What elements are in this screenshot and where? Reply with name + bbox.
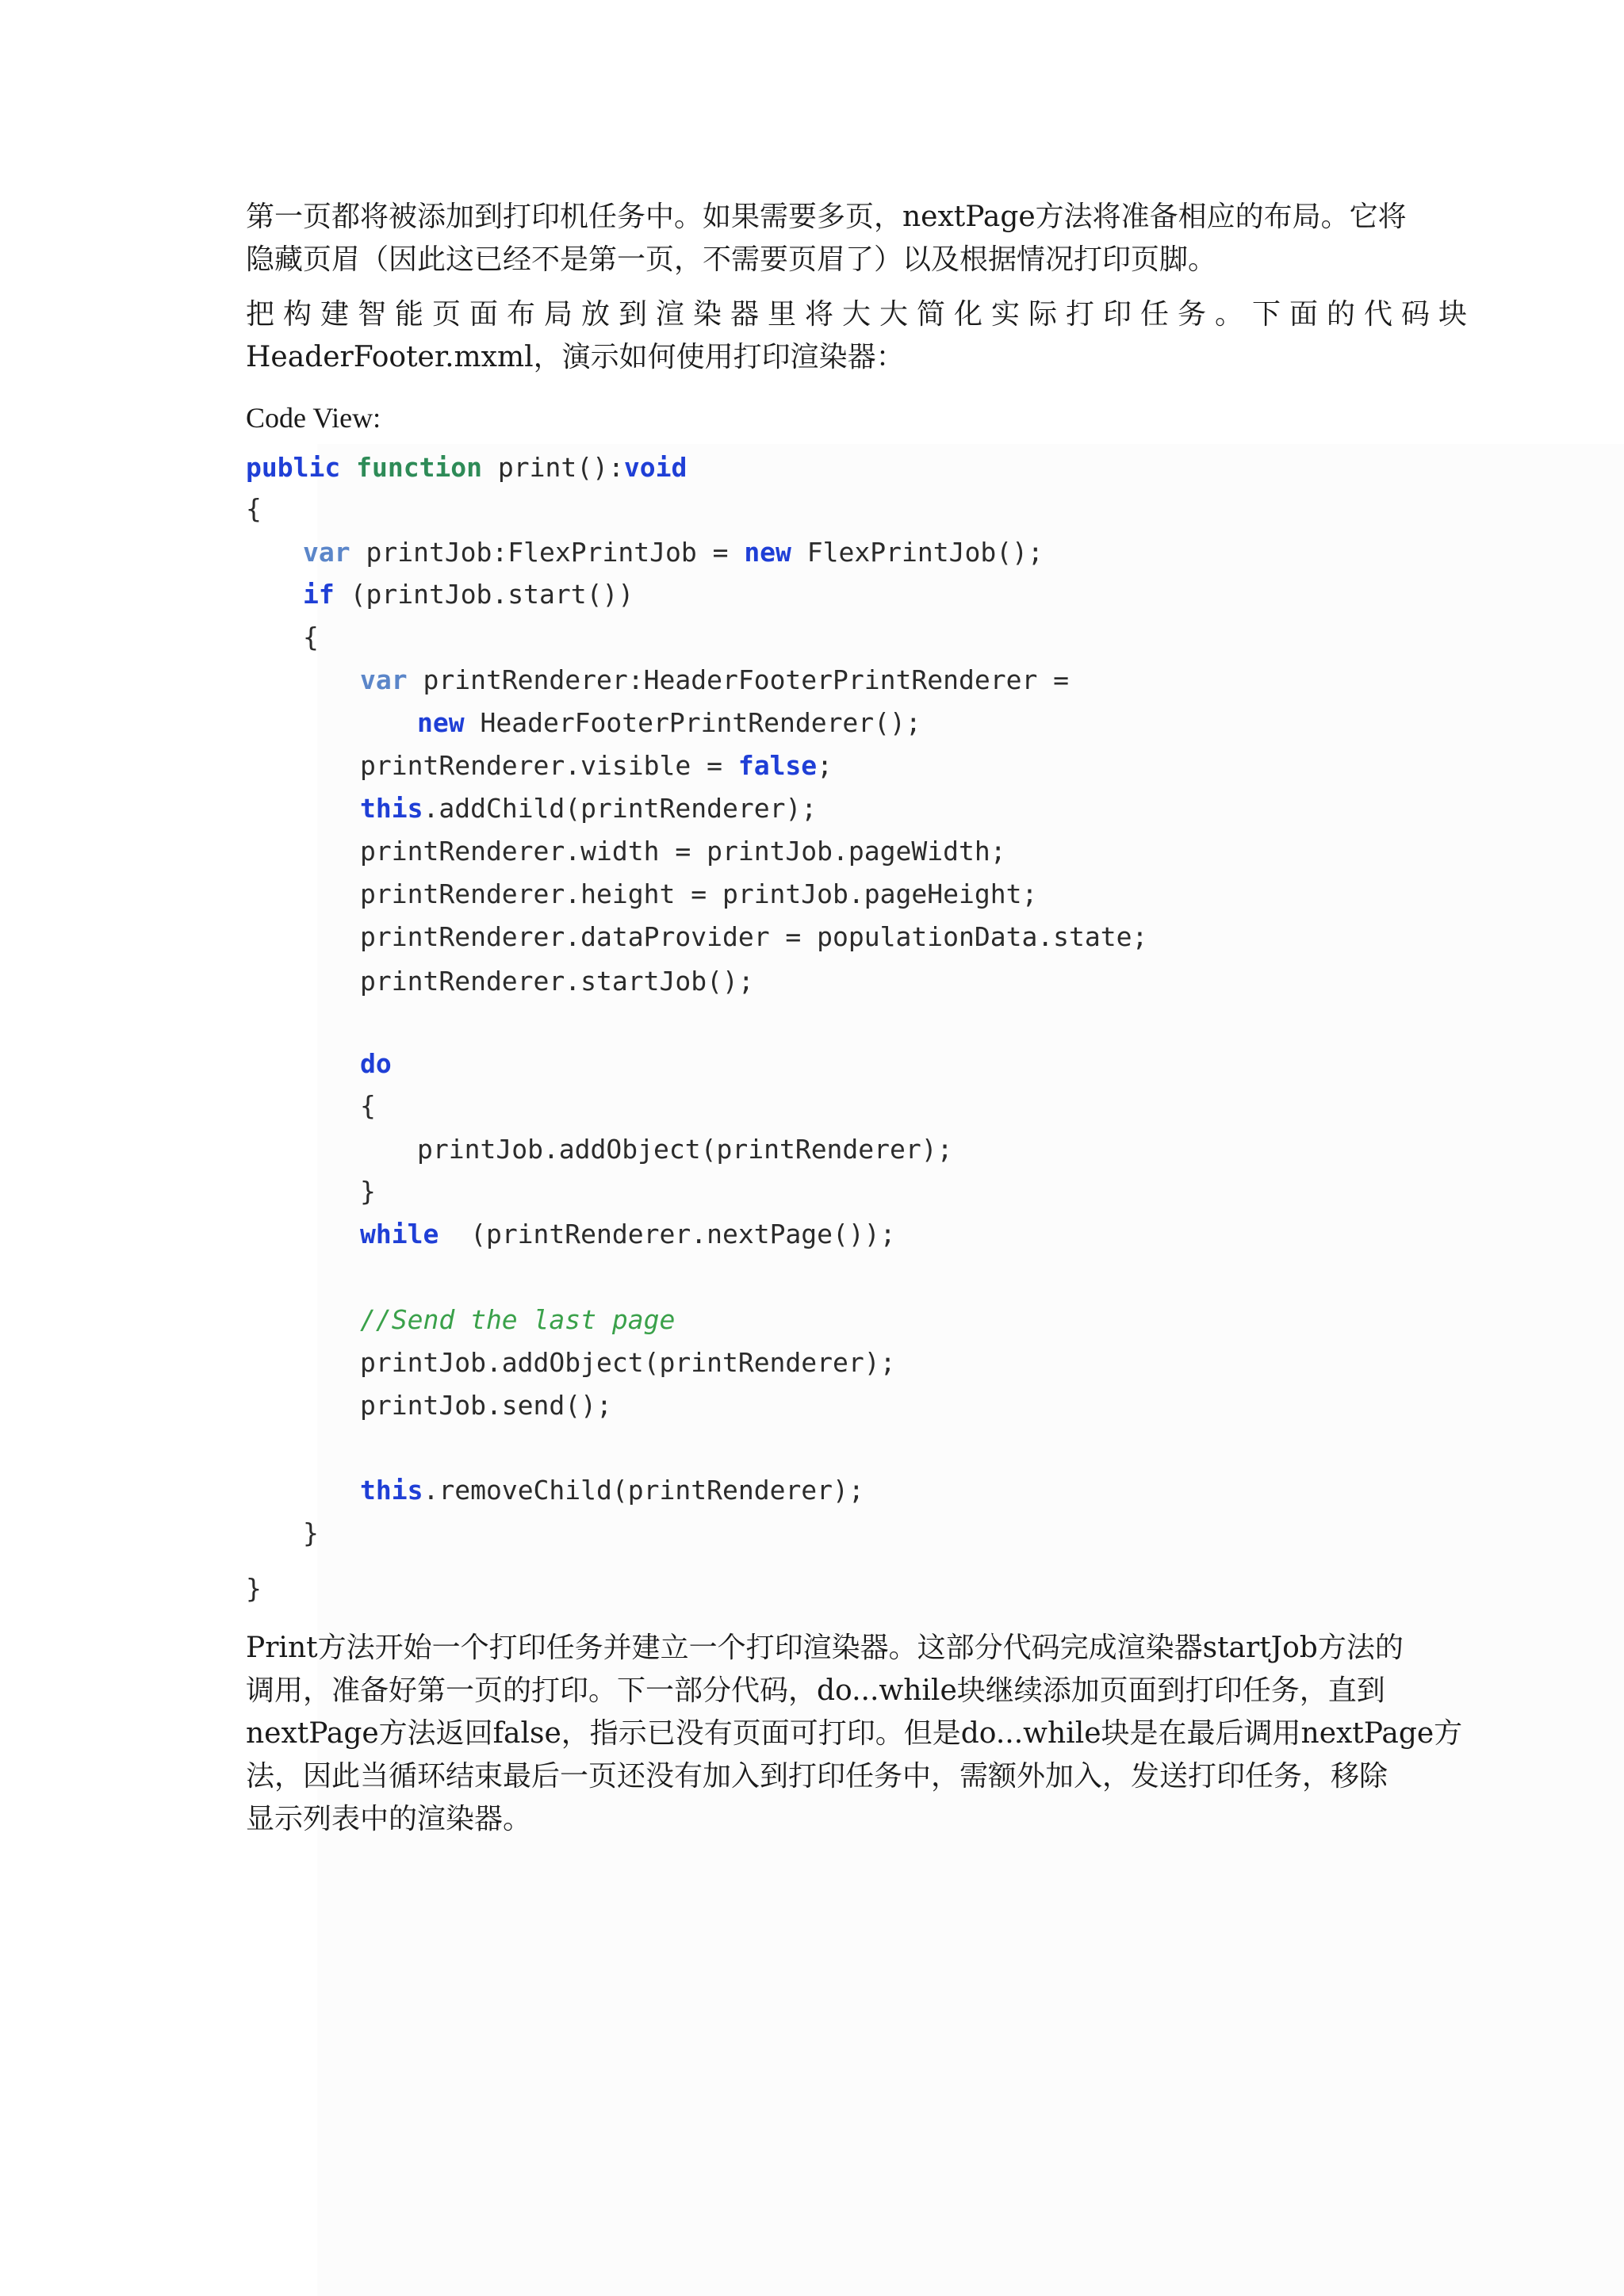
code-line-24: } bbox=[246, 1573, 262, 1604]
code-keyword: public bbox=[246, 452, 341, 483]
code-keyword: this bbox=[360, 793, 423, 824]
code-line-11: printRenderer.height = printJob.pageHeight; bbox=[360, 878, 1038, 909]
summary-line-2: 调用，准备好第一页的打印。下一部分代码，do...while块继续添加页面到打印任务，直到 bbox=[246, 1674, 1385, 1707]
renderer-paragraph bbox=[246, 293, 1477, 379]
code-line-5: { bbox=[303, 622, 319, 652]
code-line-21: printJob.send(); bbox=[360, 1390, 612, 1421]
code-line-7 bbox=[417, 703, 921, 743]
summary-line-1: Print方法开始一个打印任务并建立一个打印渲染器。这部分代码完成渲染器startJob方法的 bbox=[246, 1632, 1404, 1664]
renderer-line-1: 把构建智能页面布局放到渲染器里将大大简化实际打印任务。下面的代码块 bbox=[246, 298, 1477, 331]
code-keyword: var bbox=[303, 537, 350, 568]
code-text: HeaderFooterPrintRenderer(); bbox=[464, 707, 921, 738]
code-line-14 bbox=[360, 1044, 392, 1084]
code-line-1 bbox=[246, 448, 687, 488]
code-line-17: } bbox=[360, 1176, 376, 1207]
code-line-2: { bbox=[246, 493, 262, 524]
code-line-22 bbox=[360, 1471, 864, 1510]
summary-line-4: 法，因此当循环结束最后一页还没有加入到打印任务中，需额外加入，发送打印任务，移除 bbox=[246, 1760, 1388, 1793]
code-keyword: function bbox=[356, 452, 483, 483]
code-text: (printRenderer.nextPage()); bbox=[439, 1219, 896, 1249]
code-line-8 bbox=[360, 746, 833, 786]
code-keyword: if bbox=[303, 579, 335, 610]
code-text: (printJob.start()) bbox=[334, 579, 634, 610]
code-text: ; bbox=[817, 750, 833, 781]
code-text: FlexPrintJob(); bbox=[791, 537, 1044, 568]
code-line-18 bbox=[360, 1215, 896, 1254]
code-line-13: printRenderer.startJob(); bbox=[360, 966, 754, 997]
code-view-label: Code View: bbox=[246, 402, 381, 434]
code-keyword: new bbox=[417, 707, 465, 738]
code-keyword: false bbox=[737, 750, 818, 781]
code-line-23: } bbox=[303, 1517, 319, 1548]
code-line-10: printRenderer.width = printJob.pageWidth; bbox=[360, 836, 1006, 867]
summary-paragraph bbox=[246, 1627, 1463, 1841]
code-text: printRenderer.visible = bbox=[360, 750, 738, 781]
code-line-6 bbox=[360, 660, 1069, 700]
code-line-16: printJob.addObject(printRenderer); bbox=[417, 1134, 953, 1165]
code-line-12: printRenderer.dataProvider = populationData.state; bbox=[360, 921, 1148, 952]
code-line-20: printJob.addObject(printRenderer); bbox=[360, 1347, 896, 1378]
code-line-9 bbox=[360, 789, 817, 828]
code-text: printJob:FlexPrintJob = bbox=[350, 537, 745, 568]
code-line-4 bbox=[303, 575, 634, 614]
summary-line-3: nextPage方法返回false，指示已没有页面可打印。但是do...while块是在最后调用nextPage方 bbox=[246, 1717, 1463, 1750]
intro-line-1: 第一页都将被添加到打印机任务中。如果需要多页，nextPage方法将准备相应的布局。它将 bbox=[246, 201, 1407, 233]
code-keyword: void bbox=[623, 452, 688, 483]
code-keyword: var bbox=[360, 664, 408, 695]
code-text: .addChild(printRenderer); bbox=[423, 793, 818, 824]
code-text: print(): bbox=[482, 452, 624, 483]
intro-paragraph bbox=[246, 196, 1407, 281]
renderer-line-2: HeaderFooter.mxml，演示如何使用打印渲染器： bbox=[246, 341, 905, 373]
code-line-19-comment: //Send the last page bbox=[360, 1304, 676, 1335]
code-text: printRenderer:HeaderFooterPrintRenderer = bbox=[407, 664, 1070, 695]
code-line-3 bbox=[303, 533, 1044, 572]
code-line-15: { bbox=[360, 1090, 376, 1121]
code-keyword: while bbox=[360, 1219, 439, 1249]
code-keyword: this bbox=[360, 1475, 423, 1506]
code-keyword: new bbox=[744, 537, 791, 568]
intro-line-2: 隐藏页眉（因此这已经不是第一页，不需要页眉了）以及根据情况打印页脚。 bbox=[246, 243, 1217, 276]
summary-line-5: 显示列表中的渲染器。 bbox=[246, 1803, 532, 1835]
code-text: .removeChild(printRenderer); bbox=[423, 1475, 864, 1506]
code-keyword: do bbox=[360, 1048, 392, 1079]
